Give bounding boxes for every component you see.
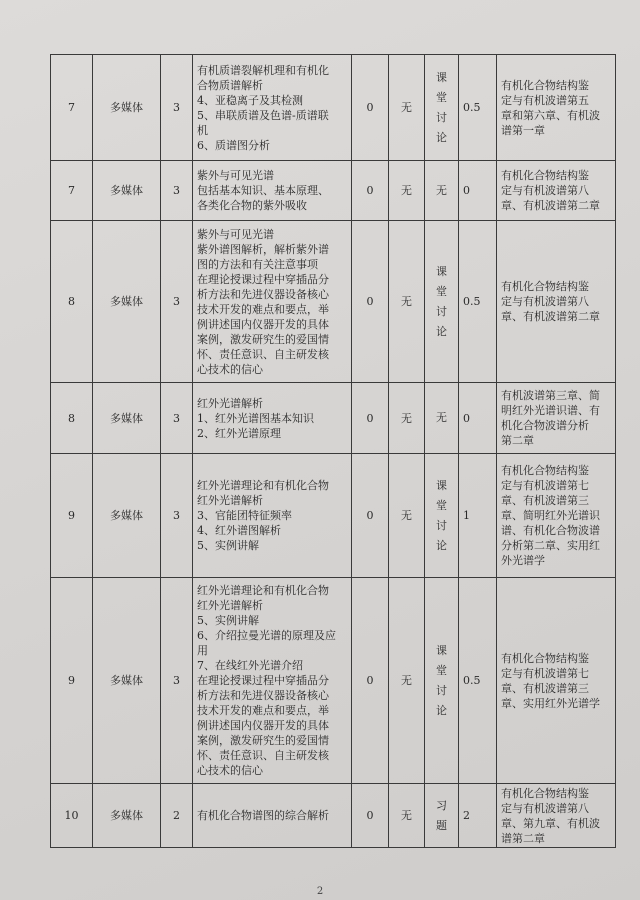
reference-cell	[497, 454, 616, 578]
content-cell-line: 5、实例讲解	[197, 539, 259, 552]
content-cell-line: 在理论授课过程中穿插品分	[197, 272, 329, 286]
reference-cell-line: 谱第二章	[501, 831, 545, 845]
content-cell	[193, 221, 352, 383]
week-cell: 9	[51, 578, 93, 784]
content-cell-line: 案例，激发研究生的爱国情	[197, 332, 329, 346]
reference-cell-line: 章、有机波谱第三	[501, 494, 589, 507]
reference-cell-line: 章、简明红外光谱识	[501, 509, 600, 522]
content-cell-line: 技术开发的难点和要点，举	[197, 302, 329, 316]
content-cell-line: 2、红外光谱原理	[197, 426, 281, 440]
form-cell	[425, 221, 459, 383]
hours-cell: 3	[161, 161, 193, 221]
form-cell-line: 论	[436, 703, 447, 717]
value-cell-a: 0	[352, 55, 389, 161]
reference-cell-line: 定与有机波谱第八	[501, 295, 589, 308]
form-cell-line: 课	[436, 478, 447, 492]
reference-cell-line: 章、第九章、有机波	[501, 816, 600, 830]
hours-cell: 3	[161, 55, 193, 161]
hours-cell: 3	[161, 221, 193, 383]
content-cell-line: 案例，激发研究生的爱国情	[197, 734, 329, 747]
reference-cell	[497, 784, 616, 848]
reference-cell-line: 章、有机波谱第三	[501, 681, 589, 695]
form-cell-line: 讨	[436, 304, 447, 318]
method-cell: 多媒体	[93, 454, 161, 578]
reference-cell-line: 谱、有机化合物波谱	[501, 524, 600, 537]
form-cell-line: 无	[436, 183, 447, 197]
form-cell	[425, 383, 459, 454]
content-cell-line: 技术开发的难点和要点，举	[197, 704, 329, 717]
content-cell	[193, 784, 352, 848]
reference-cell-line: 明红外光谱识谱、有	[501, 404, 600, 417]
reference-cell	[497, 55, 616, 161]
reference-cell	[497, 221, 616, 383]
reference-cell	[497, 383, 616, 454]
value-cell-b: 无	[389, 383, 425, 454]
value-cell-b: 无	[389, 221, 425, 383]
form-cell-line: 讨	[436, 110, 447, 124]
content-cell-line: 例讲述国内仪器开发的具体	[197, 719, 329, 732]
hours-cell: 3	[161, 454, 193, 578]
form-cell	[425, 578, 459, 784]
reference-cell-line: 第二章	[501, 434, 534, 447]
form-cell-line: 题	[436, 818, 447, 832]
week-cell: 10	[51, 784, 93, 848]
table-row	[51, 784, 616, 848]
content-cell	[193, 161, 352, 221]
value-cell-b: 无	[389, 578, 425, 784]
value-cell-d: 0.5	[459, 578, 497, 784]
reference-cell-line: 定与有机波谱第七	[501, 666, 589, 680]
form-cell-line: 论	[436, 538, 447, 552]
content-cell-line: 4、亚稳离子及其检测	[197, 93, 303, 107]
value-cell-d: 0	[459, 383, 497, 454]
form-cell-line: 堂	[436, 90, 447, 104]
table-row	[51, 221, 616, 383]
content-cell-line: 紫外与可见光谱	[197, 227, 274, 241]
content-cell-line: 怀、责任意识、自主研发核	[197, 749, 329, 762]
method-cell: 多媒体	[93, 55, 161, 161]
reference-cell-line: 有机化合物结构鉴	[501, 169, 589, 182]
form-cell	[425, 55, 459, 161]
content-cell-line: 6、质谱图分析	[197, 138, 270, 152]
course-schedule-table	[50, 54, 616, 848]
content-cell-line: 怀、责任意识、自主研发核	[197, 347, 329, 361]
content-cell-line: 1、红外光谱图基本知识	[197, 411, 314, 425]
content-cell-line: 紫外与可见光谱	[197, 169, 274, 182]
content-cell-line: 紫外谱图解析，解析紫外谱	[197, 242, 329, 256]
content-cell-line: 有机化合物谱图的综合解析	[197, 809, 329, 822]
reference-cell-line: 定与有机波谱第八	[501, 801, 589, 815]
content-cell-line: 红外光谱理论和有机化合物	[197, 584, 329, 597]
content-cell-line: 心技术的信心	[197, 764, 263, 777]
hours-cell: 2	[161, 784, 193, 848]
content-cell-line: 红外光谱解析	[197, 494, 263, 507]
content-cell	[193, 578, 352, 784]
content-cell-line: 4、红外谱图解析	[197, 524, 281, 537]
week-cell: 9	[51, 454, 93, 578]
content-cell-line: 有机质谱裂解机理和有机化	[197, 63, 329, 77]
reference-cell-line: 有机化合物结构鉴	[501, 786, 589, 800]
table-body	[51, 55, 616, 848]
form-cell	[425, 454, 459, 578]
reference-cell-line: 分析第二章、实用红	[501, 539, 600, 552]
reference-cell-line: 章、实用红外光谱学	[501, 696, 600, 710]
week-cell: 8	[51, 383, 93, 454]
table-row	[51, 161, 616, 221]
form-cell-line: 习	[436, 798, 447, 812]
reference-cell-line: 有机波谱第三章、简	[501, 389, 600, 402]
form-cell-line: 论	[436, 324, 447, 338]
content-cell-line: 例讲述国内仪器开发的具体	[197, 317, 329, 331]
content-cell-line: 机	[197, 123, 208, 137]
week-cell: 8	[51, 221, 93, 383]
content-cell-line: 红外光谱解析	[197, 599, 263, 612]
reference-cell-line: 谱第一章	[501, 123, 545, 137]
form-cell-line: 课	[436, 264, 447, 278]
value-cell-d: 1	[459, 454, 497, 578]
form-cell-line: 课	[436, 643, 447, 657]
content-cell-line: 用	[197, 644, 208, 657]
content-cell-line: 析方法和先进仪器设备核心	[197, 287, 329, 301]
content-cell-line: 析方法和先进仪器设备核心	[197, 689, 329, 702]
form-cell-line: 堂	[436, 663, 447, 677]
method-cell: 多媒体	[93, 161, 161, 221]
form-cell-line: 无	[436, 411, 447, 424]
method-cell: 多媒体	[93, 221, 161, 383]
content-cell-line: 3、官能团特征频率	[197, 509, 292, 522]
page-number: 2	[316, 886, 324, 897]
reference-cell-line: 章、有机波谱第二章	[501, 199, 600, 212]
table-row	[51, 55, 616, 161]
reference-cell-line: 定与有机波谱第七	[501, 479, 589, 492]
content-cell-line: 7、在线红外光谱介绍	[197, 659, 303, 672]
content-cell-line: 包括基本知识、基本原理、	[197, 184, 329, 197]
reference-cell-line: 有机化合物结构鉴	[501, 651, 589, 665]
form-cell	[425, 161, 459, 221]
reference-cell-line: 有机化合物结构鉴	[501, 78, 589, 92]
content-cell	[193, 383, 352, 454]
content-cell-line: 图的方法和有关注意事项	[197, 257, 318, 271]
table-row	[51, 454, 616, 578]
form-cell-line: 堂	[436, 284, 447, 298]
content-cell	[193, 55, 352, 161]
value-cell-a: 0	[352, 221, 389, 383]
value-cell-b: 无	[389, 55, 425, 161]
content-cell-line: 6、介绍拉曼光谱的原理及应	[197, 629, 336, 642]
week-cell: 7	[51, 161, 93, 221]
content-cell-line: 红外光谱解析	[197, 396, 263, 410]
value-cell-a: 0	[352, 161, 389, 221]
value-cell-a: 0	[352, 784, 389, 848]
method-cell: 多媒体	[93, 383, 161, 454]
content-cell-line: 心技术的信心	[197, 362, 263, 376]
content-cell	[193, 454, 352, 578]
form-cell-line: 课	[436, 70, 447, 84]
value-cell-b: 无	[389, 784, 425, 848]
reference-cell	[497, 578, 616, 784]
value-cell-b: 无	[389, 161, 425, 221]
reference-cell-line: 有机化合物结构鉴	[501, 464, 589, 477]
form-cell-line: 堂	[436, 498, 447, 512]
content-cell-line: 合物质谱解析	[197, 78, 263, 92]
content-cell-line: 5、实例讲解	[197, 614, 259, 627]
value-cell-d: 0	[459, 161, 497, 221]
reference-cell-line: 章和第六章、有机波	[501, 108, 600, 122]
value-cell-a: 0	[352, 578, 389, 784]
form-cell-line: 论	[436, 130, 447, 144]
content-cell-line: 红外光谱理论和有机化合物	[197, 479, 329, 492]
form-cell-line: 讨	[436, 683, 447, 697]
reference-cell-line: 定与有机波谱第五	[501, 93, 589, 107]
reference-cell-line: 有机化合物结构鉴	[501, 280, 589, 293]
form-cell-line: 讨	[436, 518, 447, 532]
week-cell: 7	[51, 55, 93, 161]
value-cell-d: 0.5	[459, 55, 497, 161]
method-cell: 多媒体	[93, 784, 161, 848]
reference-cell-line: 外光谱学	[501, 554, 545, 567]
value-cell-a: 0	[352, 383, 389, 454]
value-cell-a: 0	[352, 454, 389, 578]
form-cell	[425, 784, 459, 848]
reference-cell-line: 章、有机波谱第二章	[501, 310, 600, 323]
reference-cell-line: 定与有机波谱第八	[501, 184, 589, 197]
hours-cell: 3	[161, 383, 193, 454]
value-cell-d: 2	[459, 784, 497, 848]
value-cell-b: 无	[389, 454, 425, 578]
table-row	[51, 383, 616, 454]
table-row	[51, 578, 616, 784]
content-cell-line: 在理论授课过程中穿插品分	[197, 674, 329, 687]
reference-cell	[497, 161, 616, 221]
method-cell: 多媒体	[93, 578, 161, 784]
reference-cell-line: 机化合物波谱分析	[501, 419, 589, 432]
content-cell-line: 5、串联质谱及色谱-质谱联	[197, 108, 329, 122]
value-cell-d: 0.5	[459, 221, 497, 383]
hours-cell: 3	[161, 578, 193, 784]
content-cell-line: 各类化合物的紫外吸收	[197, 199, 307, 212]
